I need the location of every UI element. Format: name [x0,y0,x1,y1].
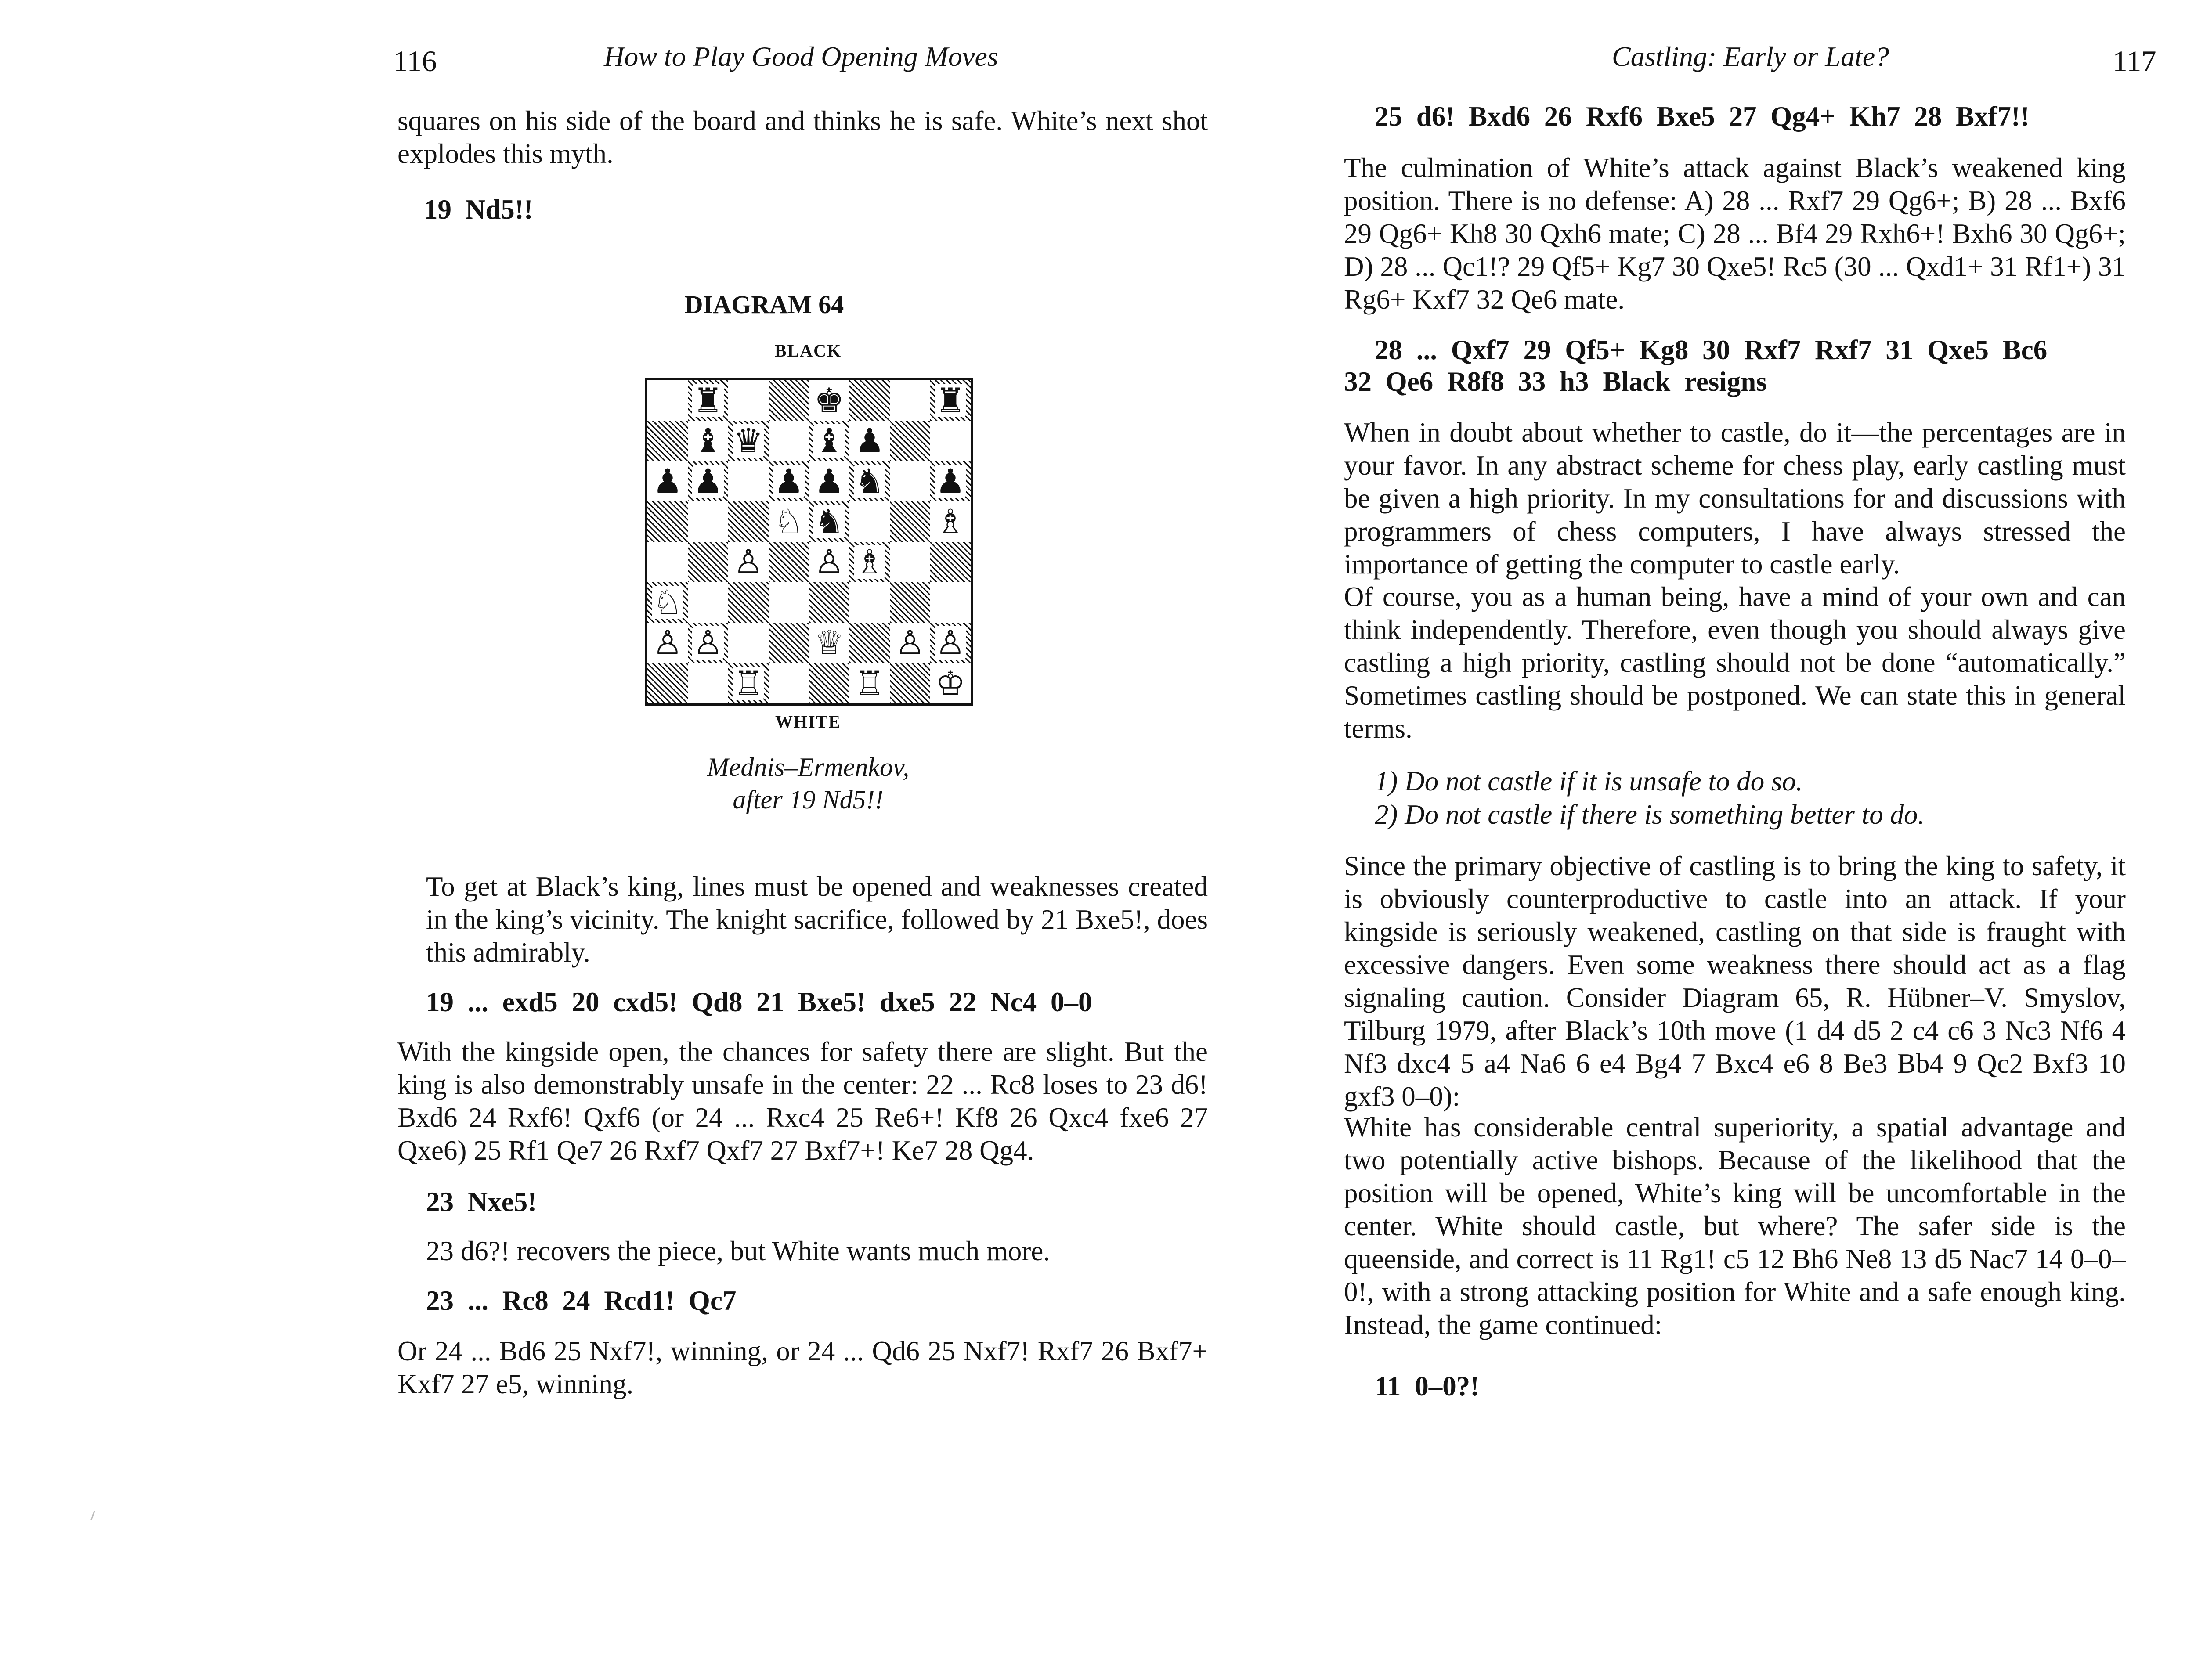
board-square [728,501,769,542]
chess-piece: ♔ [935,663,966,703]
board-square [688,380,728,421]
chess-piece: ♘ [773,502,804,541]
board-square [849,501,890,542]
paragraph-6: The culmination of White’s attack against Black’s weakened king position. There is no defense: A) 28 ... Rxf7 29 Qg6+; B) 28 ... Bxf6 29 Qg6+ Kh8 30 Qxh6 mate; C) 28 ... Bf4 29 Rxh6+! Bxh6 30 Qg6+; D) 28 ... Qc1!? 29 Qf5+ Kg7 30 Qxe5! Rc5 (30 ... Qxd1+ 31 Rf1+) 31 Rg6+ Kxf7 32 Qe6 mate. [1344,152,2126,315]
page-number-left: 116 [393,44,437,78]
board-square [728,663,769,703]
chess-piece: ♖ [854,663,885,703]
paragraph-5: Or 24 ... Bd6 25 Nxf7!, winning, or 24 ... Qd6 25 Nxf7! Rxf7 26 Bxf7+ Kxf7 27 e5, winning. [397,1336,1208,1399]
board-square [849,663,890,703]
board-square [728,542,769,582]
board-square [728,461,769,501]
chess-piece: ♙ [814,542,845,581]
board-square [890,461,930,501]
chess-piece: ♙ [935,623,966,662]
diagram-label-white: WHITE [775,712,842,732]
board-square [809,421,849,461]
board-square [809,380,849,421]
board-square [849,421,890,461]
board-square [688,501,728,542]
board-square [849,461,890,501]
board-square [849,582,890,623]
paragraph-9: Since the primary objective of castling is to bring the king to safety, it is obviously counterproductive to castle into an attack. If your kingside is seriously weakened, castling on that side is fraught with excessive dangers. Even some weakness there should act as a flag signaling caution. Consider Diagram 65, R. Hübner–V. Smyslov, Tilburg 1979, after Black’s 10th move (1 d4 d5 2 c4 c6 3 Nc3 Nf6 4 Nf3 dxc4 5 a4 Na6 6 e4 Bg4 7 Bxc4 e6 8 Be3 Bb4 9 Qc2 Bxf3 10 gxf3 0–0): [1344,851,2126,1112]
move-line-8: 11 0–0?! [1375,1371,1480,1402]
paragraph-8: Of course, you as a human being, have a mind of your own and can think independently. Therefore, even though you should always give castling a high priority, castling should not be done “automatically.” Sometimes castling should be postponed. We can state this in general terms. [1344,581,2126,744]
running-head-left: How to Play Good Opening Moves [604,41,998,72]
diagram-title: DIAGRAM 64 [684,290,844,319]
rule-2: 2) Do not castle if there is something better to do. [1375,799,1925,830]
chess-piece: ♙ [693,623,723,662]
board-square [769,501,809,542]
move-line-5: 25 d6! Bxd6 26 Rxf6 Bxe5 27 Qg4+ Kh7 28 Bxf7!! [1375,101,2030,132]
move-line-6: 28 ... Qxf7 29 Qf5+ Kg8 30 Rxf7 Rxf7 31 Qxe5 Bc6 [1375,335,2048,365]
board-square [930,501,971,542]
board-square [647,542,688,582]
move-line-7: 32 Qe6 R8f8 33 h3 Black resigns [1344,366,1767,397]
board-square [769,623,809,663]
board-square [890,421,930,461]
board-square [809,542,849,582]
board-square [890,542,930,582]
board-square [769,421,809,461]
board-square [688,461,728,501]
board-square [890,623,930,663]
board-square [809,623,849,663]
paragraph-1: squares on his side of the board and thinks he is safe. White’s next shot explodes this myth. [397,105,1208,169]
board-square [688,582,728,623]
board-square [890,663,930,703]
stray-mark [90,1511,95,1520]
paragraph-4: 23 d6?! recovers the piece, but White wants much more. [426,1236,1051,1266]
page-number-right: 117 [2113,44,2156,78]
chess-piece: ♗ [935,502,966,541]
board-square [930,663,971,703]
chess-piece: ♚ [814,381,845,420]
chess-piece: ♟ [773,461,804,501]
board-square [890,582,930,623]
board-square [647,461,688,501]
board-square [688,663,728,703]
chess-piece: ♟ [652,461,683,501]
chess-piece: ♝ [693,421,723,460]
diagram-caption-line-1: Mednis–Ermenkov, [707,753,910,782]
board-square [647,582,688,623]
board-square [688,421,728,461]
diagram-label-black: BLACK [774,341,842,361]
board-square [930,582,971,623]
board-square [647,380,688,421]
move-line-2: 19 ... exd5 20 cxd5! Qd8 21 Bxe5! dxe5 22 Nc4 0–0 [426,987,1092,1017]
chess-piece: ♙ [733,542,764,581]
board-square [809,501,849,542]
board-square [930,623,971,663]
chess-piece: ♗ [854,542,885,581]
board-square [890,380,930,421]
paragraph-3: With the kingside open, the chances for safety there are slight. But the king is also demonstrably unsafe in the center: 22 ... Rc8 loses to 23 d6! Bxd6 24 Rxf6! Qxf6 (or 24 ... Rxc4 25 Re6+! Kf8 26 Qxc4 fxe6 27 Qxe6) 25 Rf1 Qe7 26 Rxf7 Qxf7 27 Bxf7+! Ke7 28 Qg4. [397,1036,1208,1166]
chess-piece: ♜ [693,381,723,420]
chess-piece: ♝ [814,421,845,460]
chess-piece: ♟ [854,421,885,460]
board-square [849,623,890,663]
board-square [849,380,890,421]
chess-piece: ♛ [733,421,764,460]
chess-piece: ♙ [895,623,925,662]
board-square [890,501,930,542]
board-square [930,421,971,461]
rule-1: 1) Do not castle if it is unsafe to do so. [1375,766,1803,797]
board-square [930,380,971,421]
running-head-right: Castling: Early or Late? [1612,41,1889,72]
board-square [728,380,769,421]
board-square [930,542,971,582]
board-square [728,582,769,623]
chess-piece: ♕ [814,623,845,662]
chess-piece: ♖ [733,663,764,703]
board-square [769,582,809,623]
chess-piece: ♜ [935,381,966,420]
board-square [647,623,688,663]
paragraph-7: When in doubt about whether to castle, do it—the percentages are in your favor. In any abstract scheme for chess play, early castling must be given a high priority. In my consultations for and discussions with programmers of chess computers, I have always stressed the importance of getting the computer to castle early. [1344,417,2126,580]
chess-board [645,378,973,706]
move-line-4: 23 ... Rc8 24 Rcd1! Qc7 [426,1285,737,1316]
board-square [930,461,971,501]
right-page [1155,0,2196,1680]
board-square [809,461,849,501]
board-square [688,623,728,663]
board-square [688,542,728,582]
diagram-caption-line-2: after 19 Nd5!! [733,785,884,814]
chess-piece: ♟ [693,461,723,501]
chess-piece: ♟ [814,461,845,501]
paragraph-10: White has considerable central superiority, a spatial advantage and two potentially active bishops. Because of the likelihood that the position will be opened, White’s king will be uncomfortable in the center. White should castle, but where? The safer side is the queenside, and correct is 11 Rg1! c5 12 Bh6 Ne8 13 d5 Nac7 14 0–0–0!, with a strong attacking position for White and a safe enough king. Instead, the game continued: [1344,1112,2126,1340]
board-square [647,663,688,703]
board-square [728,623,769,663]
board-square [809,663,849,703]
board-square [728,421,769,461]
paragraph-2: To get at Black’s king, lines must be opened and weaknesses created in the king’s vicinity. The knight sacrifice, followed by 21 Bxe5!, does this admirably. [426,871,1208,968]
chess-piece: ♞ [854,461,885,501]
board-square [849,542,890,582]
chess-piece: ♘ [652,583,683,622]
move-line-3: 23 Nxe5! [426,1186,537,1217]
chess-piece: ♙ [652,623,683,662]
board-square [647,501,688,542]
move-line-1: 19 Nd5!! [424,194,533,225]
board-square [769,380,809,421]
board-square [769,542,809,582]
chess-piece: ♞ [814,502,845,541]
board-square [647,421,688,461]
board-square [809,582,849,623]
board-square [769,663,809,703]
board-square [769,461,809,501]
chess-piece: ♟ [935,461,966,501]
